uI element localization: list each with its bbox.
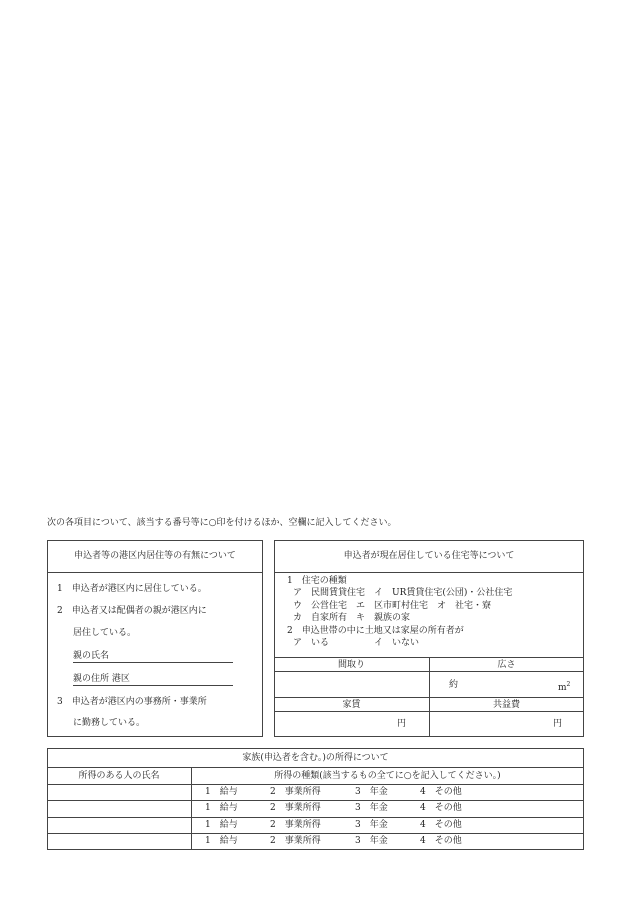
area-unit [558,679,570,694]
owner-question: 2 申込世帯の中に土地又は家屋の所有者が [287,626,464,636]
residence-item-3[interactable]: 3 申込者が港区内の事務所・事業所 [57,697,207,707]
income-opt-other[interactable]: 4 その他 [420,820,462,830]
parent-address-field[interactable] [73,685,233,686]
rooms-header: 間取り [337,660,365,670]
area-header: 広さ [497,660,516,670]
rooms-field[interactable] [274,672,429,696]
rent-header: 家賃 [342,700,361,710]
income-title: 家族(申込者を含む。)の所得について [242,753,389,763]
residence-item-2[interactable]: 2 申込者又は配偶者の親が港区内に [57,606,207,616]
housing-type-options-1[interactable]: ア 民間賃貸住宅 イ UR賃貸住宅(公団)・公社住宅 [293,588,513,598]
housing-type-question: 1 住宅の種類 [287,576,347,586]
income-opt-salary[interactable]: 1 給与 [205,836,238,846]
common-fee-yen: 円 [553,719,563,729]
common-fee-header: 共益費 [492,700,520,710]
residence-item-3-cont: に勤務している。 [73,718,146,728]
divider [47,800,584,801]
residence-item-1[interactable]: 1 申込者が港区内に居住している。 [57,584,207,594]
divider [47,572,263,573]
rent-yen: 円 [397,719,407,729]
parent-name-field[interactable] [73,662,233,663]
income-opt-business[interactable]: 2 事業所得 [270,820,321,830]
divider [47,784,584,785]
income-opt-other[interactable]: 4 その他 [420,836,462,846]
income-opt-other[interactable]: 4 その他 [420,803,462,813]
income-opt-pension[interactable]: 3 年金 [355,803,388,813]
income-opt-pension[interactable]: 3 年金 [355,836,388,846]
residence-item-2-cont: 居住している。 [73,628,137,638]
divider [274,572,584,573]
instruction-text: 次の各項目について、該当する番号等に○印を付けるほか、空欄に記入してください。 [47,518,397,528]
area-prefix: 約 [449,680,459,690]
area-unit-sup: 2 [566,681,571,688]
income-opt-business[interactable]: 2 事業所得 [270,787,321,797]
income-opt-salary[interactable]: 1 給与 [205,787,238,797]
parent-name-label: 親の氏名 [73,651,110,661]
income-opt-pension[interactable]: 3 年金 [355,820,388,830]
housing-type-options-2[interactable]: ウ 公営住宅 エ 区市町村住宅 オ 社宅・寮 [293,601,492,611]
owner-options[interactable]: ア いる イ いない [293,638,420,648]
divider [47,833,584,834]
income-opt-salary[interactable]: 1 給与 [205,820,238,830]
parent-address-label: 親の住所 港区 [73,674,130,684]
divider [47,817,584,818]
income-opt-pension[interactable]: 3 年金 [355,787,388,797]
income-opt-other[interactable]: 4 その他 [420,787,462,797]
income-col-type: 所得の種類(該当するもの全てに○を記入してください。) [274,771,501,781]
income-opt-salary[interactable]: 1 給与 [205,803,238,813]
residence-header: 申込者等の港区内居住等の有無について [74,551,236,561]
housing-type-options-3[interactable]: カ 自家所有 キ 親族の家 [293,613,411,623]
income-opt-business[interactable]: 2 事業所得 [270,803,321,813]
divider [47,767,584,768]
divider [191,767,192,850]
income-opt-business[interactable]: 2 事業所得 [270,836,321,846]
area-unit-text: m [558,683,567,693]
housing-header: 申込者が現在居住している住宅等について [343,551,515,561]
income-col-name: 所得のある人の氏名 [78,771,160,781]
